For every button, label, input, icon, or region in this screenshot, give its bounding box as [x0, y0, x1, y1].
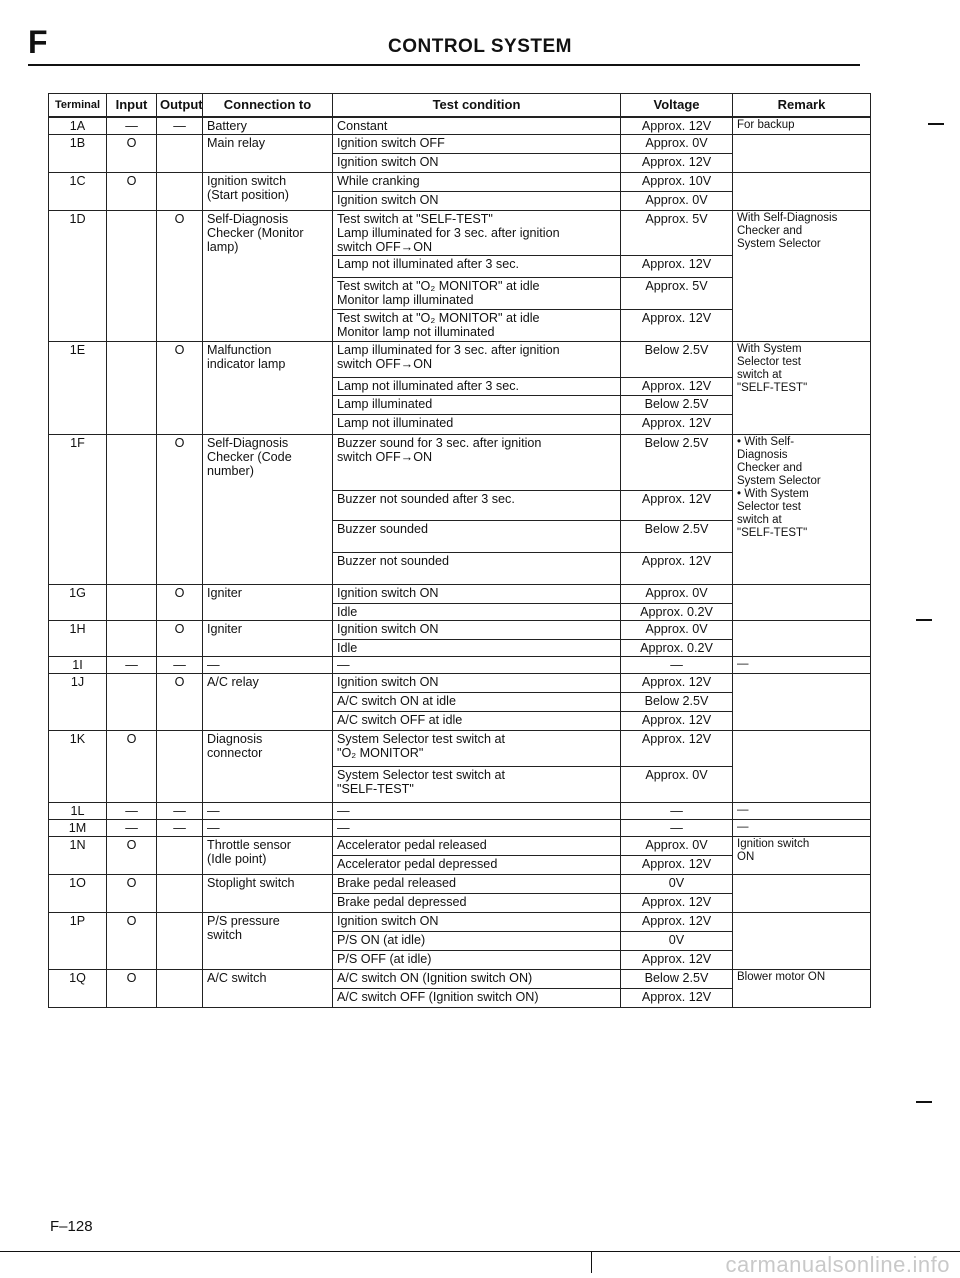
test-condition-cell: Lamp not illuminated [333, 415, 621, 435]
margin-mark [916, 1101, 932, 1103]
margin-mark [916, 619, 932, 621]
test-condition-cell: Ignition switch ON [333, 913, 621, 932]
test-condition-cell: Brake pedal released [333, 875, 621, 894]
test-condition-cell: — [333, 803, 621, 820]
voltage-cell: Approx. 12V [621, 117, 733, 135]
terminal-cell: 1H [49, 621, 107, 657]
output-cell [157, 970, 203, 1008]
remark-cell: With Self-Diagnosis Checker and System Selector [733, 211, 871, 342]
input-cell: — [107, 803, 157, 820]
voltage-cell: Approx. 0V [621, 837, 733, 856]
connection-cell: — [203, 657, 333, 674]
test-condition-cell: Ignition switch ON [333, 674, 621, 693]
table-row [49, 657, 871, 674]
test-condition-cell: Idle [333, 604, 621, 621]
connection-cell: Stoplight switch [203, 875, 333, 913]
terminal-cell: 1F [49, 435, 107, 585]
test-condition-cell: Ignition switch ON [333, 192, 621, 211]
remark-cell [733, 173, 871, 211]
terminal-cell: 1P [49, 913, 107, 970]
test-condition-cell: System Selector test switch at "SELF-TEST" [333, 767, 621, 803]
input-cell: O [107, 731, 157, 803]
connection-cell: Malfunction indicator lamp [203, 342, 333, 435]
voltage-cell: Approx. 12V [621, 674, 733, 693]
header-remark: Remark [733, 94, 871, 118]
test-condition-cell: Buzzer sound for 3 sec. after ignition switch OFF→ON [333, 435, 621, 491]
test-condition-cell: Accelerator pedal released [333, 837, 621, 856]
test-condition-cell: Lamp not illuminated after 3 sec. [333, 378, 621, 396]
connection-cell: A/C switch [203, 970, 333, 1008]
input-cell: O [107, 970, 157, 1008]
remark-cell [733, 135, 871, 173]
test-condition-cell: Ignition switch ON [333, 621, 621, 640]
terminal-cell: 1G [49, 585, 107, 621]
header-input: Input [107, 94, 157, 118]
voltage-cell: 0V [621, 875, 733, 894]
remark-cell: For backup [733, 117, 871, 135]
test-condition-cell: A/C switch OFF (Ignition switch ON) [333, 989, 621, 1008]
test-condition-cell: Idle [333, 640, 621, 657]
remark-cell: Ignition switch ON [733, 837, 871, 875]
voltage-cell: Approx. 12V [621, 913, 733, 932]
remark-cell [733, 731, 871, 803]
test-condition-cell: Test switch at "SELF-TEST" Lamp illuminated for 3 sec. after ignition switch OFF→ON [333, 211, 621, 256]
test-condition-cell: P/S ON (at idle) [333, 932, 621, 951]
output-cell [157, 173, 203, 211]
remark-cell: — [733, 803, 871, 820]
test-condition-cell: Buzzer not sounded [333, 553, 621, 585]
terminal-cell: 1M [49, 820, 107, 837]
output-cell [157, 875, 203, 913]
table-row [49, 803, 871, 820]
output-cell [157, 837, 203, 875]
voltage-cell: Below 2.5V [621, 970, 733, 989]
table-row [49, 875, 871, 894]
voltage-cell: Approx. 0V [621, 585, 733, 604]
test-condition-cell: Accelerator pedal depressed [333, 856, 621, 875]
connection-cell: Ignition switch (Start position) [203, 173, 333, 211]
test-condition-cell: Test switch at "O₂ MONITOR" at idle Monitor lamp illuminated [333, 278, 621, 310]
output-cell: O [157, 585, 203, 621]
voltage-cell: Approx. 12V [621, 378, 733, 396]
table-row [49, 970, 871, 989]
table-row [49, 674, 871, 693]
footer-tick-mark [591, 1251, 592, 1273]
test-condition-cell: Lamp illuminated [333, 396, 621, 415]
voltage-cell: Approx. 12V [621, 989, 733, 1008]
table-row [49, 621, 871, 640]
table-row [49, 173, 871, 192]
output-cell [157, 913, 203, 970]
terminal-cell: 1A [49, 117, 107, 135]
output-cell [157, 135, 203, 173]
test-condition-cell: — [333, 657, 621, 674]
header-voltage: Voltage [621, 94, 733, 118]
voltage-cell: Below 2.5V [621, 693, 733, 712]
header-output: Output [157, 94, 203, 118]
terminal-cell: 1O [49, 875, 107, 913]
voltage-cell: Approx. 0.2V [621, 604, 733, 621]
voltage-cell: Below 2.5V [621, 396, 733, 415]
remark-cell [733, 913, 871, 970]
voltage-cell: Approx. 12V [621, 712, 733, 731]
voltage-cell: Approx. 12V [621, 415, 733, 435]
output-cell: O [157, 342, 203, 435]
test-condition-cell: P/S OFF (at idle) [333, 951, 621, 970]
input-cell [107, 674, 157, 731]
terminal-cell: 1D [49, 211, 107, 342]
table-header-row [49, 94, 871, 118]
connection-cell: Main relay [203, 135, 333, 173]
test-condition-cell: Buzzer sounded [333, 521, 621, 553]
input-cell: O [107, 875, 157, 913]
connection-cell: P/S pressure switch [203, 913, 333, 970]
voltage-cell: Approx. 12V [621, 154, 733, 173]
voltage-cell: Approx. 0V [621, 621, 733, 640]
voltage-cell: Approx. 0V [621, 192, 733, 211]
terminal-cell: 1N [49, 837, 107, 875]
test-condition-cell: Ignition switch OFF [333, 135, 621, 154]
connection-cell: Self-Diagnosis Checker (Monitor lamp) [203, 211, 333, 342]
input-cell: O [107, 173, 157, 211]
title-rule [28, 64, 860, 66]
connection-cell: Throttle sensor (Idle point) [203, 837, 333, 875]
test-condition-cell: Constant [333, 117, 621, 135]
remark-cell: With System Selector test switch at "SELF-TEST" [733, 342, 871, 435]
input-cell: O [107, 913, 157, 970]
output-cell: O [157, 621, 203, 657]
remark-cell [733, 875, 871, 913]
input-cell [107, 585, 157, 621]
table-row [49, 731, 871, 767]
test-condition-cell: A/C switch ON at idle [333, 693, 621, 712]
output-cell: — [157, 803, 203, 820]
output-cell: O [157, 674, 203, 731]
output-cell: — [157, 117, 203, 135]
header-test-condition: Test condition [333, 94, 621, 118]
header-connection: Connection to [203, 94, 333, 118]
remark-cell: — [733, 657, 871, 674]
test-condition-cell: Lamp illuminated for 3 sec. after ignition switch OFF→ON [333, 342, 621, 378]
terminal-cell: 1E [49, 342, 107, 435]
section-letter: F [28, 24, 48, 60]
table-row [49, 435, 871, 491]
voltage-cell: Approx. 12V [621, 310, 733, 342]
voltage-cell: Approx. 0V [621, 767, 733, 803]
remark-cell [733, 585, 871, 621]
voltage-cell: Approx. 5V [621, 278, 733, 310]
connection-cell: Self-Diagnosis Checker (Code number) [203, 435, 333, 585]
voltage-cell: Approx. 12V [621, 731, 733, 767]
input-cell [107, 342, 157, 435]
terminal-voltage-table [48, 93, 871, 1008]
connection-cell: Igniter [203, 621, 333, 657]
table-body [49, 117, 871, 1008]
output-cell: — [157, 657, 203, 674]
voltage-cell: Below 2.5V [621, 435, 733, 491]
voltage-cell: Approx. 0V [621, 135, 733, 154]
test-condition-cell: Lamp not illuminated after 3 sec. [333, 256, 621, 278]
terminal-cell: 1I [49, 657, 107, 674]
test-condition-cell: Ignition switch ON [333, 154, 621, 173]
voltage-cell: Approx. 12V [621, 491, 733, 521]
remark-cell [733, 674, 871, 731]
input-cell: O [107, 837, 157, 875]
table-row [49, 211, 871, 256]
connection-cell: Diagnosis connector [203, 731, 333, 803]
remark-cell [733, 621, 871, 657]
margin-mark [928, 123, 944, 125]
test-condition-cell: System Selector test switch at "O₂ MONITOR" [333, 731, 621, 767]
remark-cell: Blower motor ON [733, 970, 871, 1008]
header-terminal: Terminal [49, 94, 107, 118]
terminal-cell: 1K [49, 731, 107, 803]
voltage-cell: Below 2.5V [621, 342, 733, 378]
output-cell: O [157, 435, 203, 585]
voltage-cell: Below 2.5V [621, 521, 733, 553]
test-condition-cell: Brake pedal depressed [333, 894, 621, 913]
voltage-cell: Approx. 12V [621, 553, 733, 585]
connection-cell: Igniter [203, 585, 333, 621]
voltage-cell: — [621, 657, 733, 674]
watermark: carmanualsonline.info [725, 1252, 950, 1277]
voltage-cell: Approx. 12V [621, 856, 733, 875]
input-cell [107, 211, 157, 342]
voltage-cell: Approx. 0.2V [621, 640, 733, 657]
page-number: F–128 [50, 1218, 93, 1235]
voltage-cell: Approx. 12V [621, 894, 733, 913]
test-condition-cell: A/C switch ON (Ignition switch ON) [333, 970, 621, 989]
terminal-cell: 1Q [49, 970, 107, 1008]
terminal-cell: 1L [49, 803, 107, 820]
voltage-cell: — [621, 820, 733, 837]
test-condition-cell: While cranking [333, 173, 621, 192]
input-cell: O [107, 135, 157, 173]
page-title: CONTROL SYSTEM [388, 36, 572, 57]
input-cell [107, 621, 157, 657]
input-cell: — [107, 820, 157, 837]
connection-cell: A/C relay [203, 674, 333, 731]
output-cell: — [157, 820, 203, 837]
test-condition-cell: A/C switch OFF at idle [333, 712, 621, 731]
remark-cell: — [733, 820, 871, 837]
voltage-cell: Approx. 12V [621, 256, 733, 278]
terminal-cell: 1J [49, 674, 107, 731]
connection-cell: — [203, 820, 333, 837]
test-condition-cell: Buzzer not sounded after 3 sec. [333, 491, 621, 521]
connection-cell: Battery [203, 117, 333, 135]
table-row [49, 913, 871, 932]
connection-cell: — [203, 803, 333, 820]
voltage-cell: Approx. 12V [621, 951, 733, 970]
voltage-cell: Approx. 10V [621, 173, 733, 192]
terminal-cell: 1B [49, 135, 107, 173]
test-condition-cell: Test switch at "O₂ MONITOR" at idle Monitor lamp not illuminated [333, 310, 621, 342]
table-row [49, 342, 871, 378]
remark-cell: • With Self- Diagnosis Checker and System Selector • With System Selector test switch at "SELF-TEST" [733, 435, 871, 585]
input-cell: — [107, 657, 157, 674]
input-cell: — [107, 117, 157, 135]
table-row [49, 820, 871, 837]
voltage-cell: Approx. 5V [621, 211, 733, 256]
test-condition-cell: Ignition switch ON [333, 585, 621, 604]
test-condition-cell: — [333, 820, 621, 837]
table-row [49, 837, 871, 856]
table-row [49, 135, 871, 154]
terminal-cell: 1C [49, 173, 107, 211]
voltage-cell: 0V [621, 932, 733, 951]
output-cell: O [157, 211, 203, 342]
input-cell [107, 435, 157, 585]
output-cell [157, 731, 203, 803]
table-row [49, 585, 871, 604]
voltage-cell: — [621, 803, 733, 820]
table-row [49, 117, 871, 135]
